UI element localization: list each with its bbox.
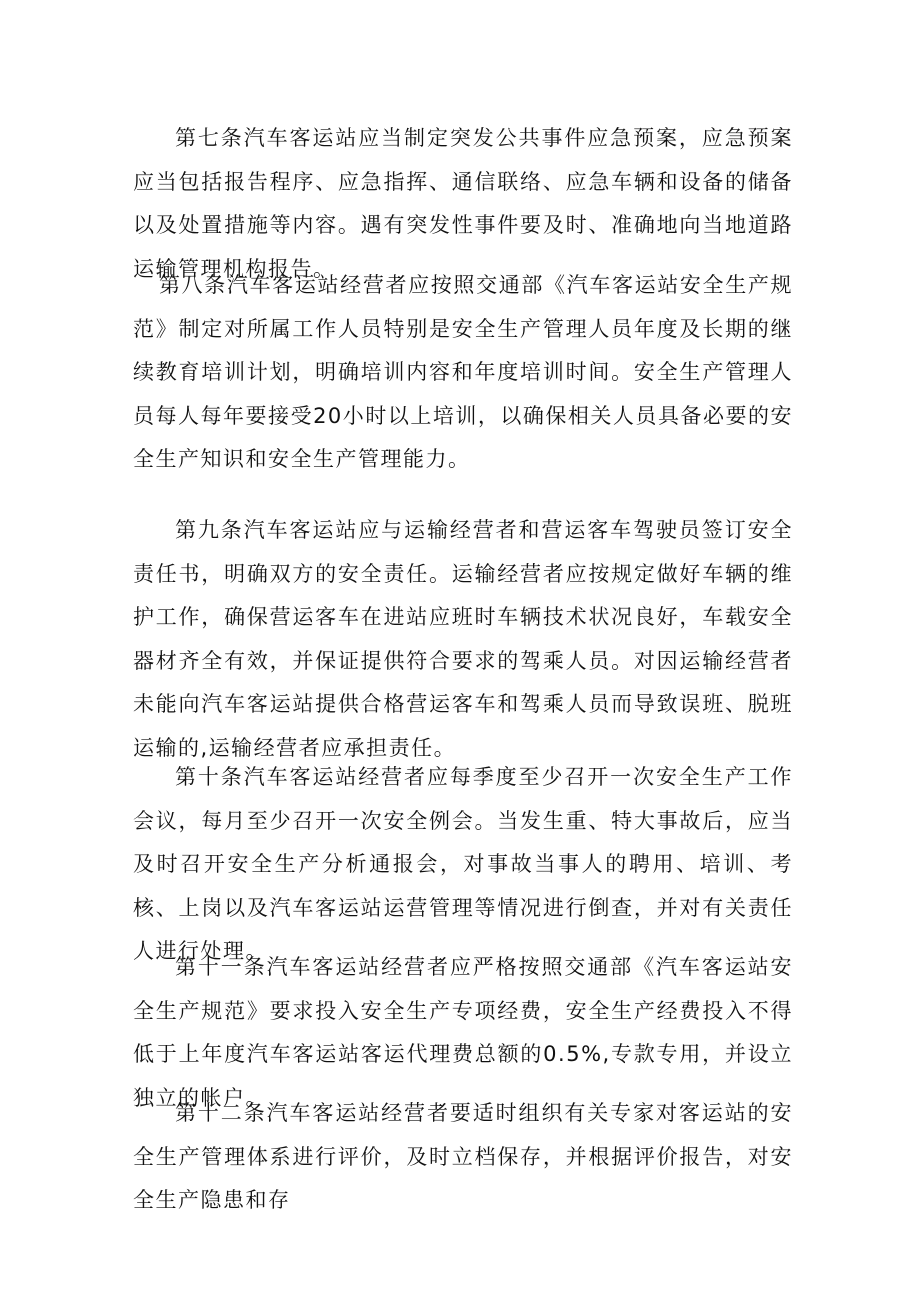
- article-12-paragraph: 第十二条汽车客运站经营者要适时组织有关专家对客运站的安全生产管理体系进行评价，及时立档保存，并根据评价报告，对安全生产隐患和存: [133, 1101, 793, 1212]
- article-9-paragraph: 第九条汽车客运站应与运输经营者和营运客车驾驶员签订安全责任书，明确双方的安全责任。运输经营者应按规定做好车辆的维护工作，确保营运客车在进站应班时车辆技术状况良好，车载安全器材齐全有效，并保证提供符合要求的驾乘人员。对因运输经营者未能向汽车客运站提供合格营运客车和驾乘人员而导致误班、脱班运输的,运输经营者应承担责任。: [133, 518, 793, 760]
- article-8-paragraph: 第八条汽车客运站经营者应按照交通部《汽车客运站安全生产规范》制定对所属工作人员特别是安全生产管理人员年度及长期的继续教育培训计划，明确培训内容和年度培训时间。安全生产管理人员每人每年要接受20小时以上培训，以确保相关人员具备必要的安全生产知识和安全生产管理能力。: [133, 273, 793, 471]
- article-10-paragraph: 第十条汽车客运站经营者应每季度至少召开一次安全生产工作会议，每月至少召开一次安全例会。当发生重、特大事故后，应当及时召开安全生产分析通报会，对事故当事人的聘用、培训、考核、上岗以及汽车客运站运营管理等情况进行倒查，并对有关责任人进行处理。: [133, 765, 793, 963]
- article-11-paragraph: 第十一条汽车客运站经营者应严格按照交通部《汽车客运站安全生产规范》要求投入安全生产专项经费，安全生产经费投入不得低于上年度汽车客运站客运代理费总额的0.5%,专款专用，并设立独立的帐户。: [133, 955, 793, 1110]
- article-7-paragraph: 第七条汽车客运站应当制定突发公共事件应急预案，应急预案应当包括报告程序、应急指挥、通信联络、应急车辆和设备的储备以及处置措施等内容。遇有突发性事件要及时、准确地向当地道路运输管理机构报告。: [133, 126, 793, 281]
